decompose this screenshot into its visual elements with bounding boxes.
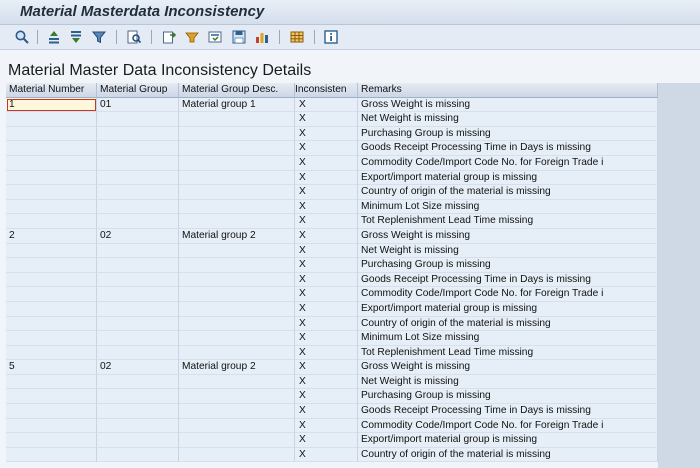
material-number-cell[interactable] [6, 331, 97, 346]
material-group-cell[interactable] [97, 404, 179, 419]
table-row[interactable] [6, 98, 658, 113]
inconsistent-cell[interactable] [295, 287, 358, 302]
material-number-cell[interactable] [6, 214, 97, 229]
material-group-cell[interactable] [97, 200, 179, 215]
inconsistent-flag: X [299, 302, 306, 314]
material-group-desc-cell[interactable] [179, 171, 295, 186]
remarks-cell[interactable]: Commodity Code/Import Code No. for Foreign Trade i [358, 419, 658, 434]
toolbar-separator [116, 30, 117, 44]
material-number-cell[interactable] [6, 375, 97, 390]
table-row[interactable] [6, 200, 658, 215]
material-number-cell[interactable] [6, 317, 97, 332]
material-group-desc-cell[interactable] [179, 141, 295, 156]
inconsistent-flag: X [299, 361, 306, 373]
material-number-cell[interactable] [6, 433, 97, 448]
table-row[interactable] [6, 214, 658, 229]
inconsistent-cell[interactable] [295, 200, 358, 215]
material-group-desc-cell[interactable] [179, 419, 295, 434]
table-row[interactable] [6, 156, 658, 171]
inconsistent-cell[interactable] [295, 331, 358, 346]
inconsistent-flag: X [299, 405, 306, 417]
remarks-cell[interactable]: Tot Replenishment Lead Time missing [358, 214, 658, 229]
toolbar-separator [279, 30, 280, 44]
filter-icon[interactable] [90, 28, 108, 46]
window-title: Material Masterdata Inconsistency [20, 3, 265, 20]
material-group-cell[interactable] [97, 346, 179, 361]
inconsistent-flag: X [299, 215, 306, 227]
inconsistent-flag: X [299, 434, 306, 446]
inconsistent-flag: X [299, 419, 306, 431]
inconsistency-grid [6, 83, 658, 462]
table-row[interactable] [6, 331, 658, 346]
inconsistent-cell[interactable] [295, 273, 358, 288]
select-layout-icon[interactable] [206, 28, 224, 46]
table-row[interactable] [6, 229, 658, 244]
change-layout-icon[interactable] [183, 28, 201, 46]
material-group-cell[interactable] [97, 171, 179, 186]
table-row[interactable] [6, 404, 658, 419]
inconsistent-cell[interactable] [295, 389, 358, 404]
material-group-cell[interactable] [97, 419, 179, 434]
inconsistent-flag: X [299, 171, 306, 183]
material-group-desc-cell[interactable] [179, 317, 295, 332]
remarks-cell[interactable]: Gross Weight is missing [358, 98, 658, 113]
table-row[interactable] [6, 448, 658, 463]
material-group-cell[interactable] [97, 112, 179, 127]
inconsistent-flag: X [299, 200, 306, 212]
material-group-cell[interactable] [97, 127, 179, 142]
material-group-cell[interactable] [97, 317, 179, 332]
material-group-desc-cell[interactable]: Material group 1 [179, 98, 295, 113]
inconsistent-cell[interactable] [295, 112, 358, 127]
material-group-desc-cell[interactable] [179, 112, 295, 127]
remarks-cell[interactable]: Minimum Lot Size missing [358, 331, 658, 346]
material-number-cell[interactable] [6, 185, 97, 200]
column-header-material-group[interactable]: Material Group [97, 83, 179, 98]
inconsistent-flag: X [299, 375, 306, 387]
material-group-cell[interactable] [97, 244, 179, 259]
remarks-cell[interactable]: Purchasing Group is missing [358, 258, 658, 273]
table-row[interactable] [6, 273, 658, 288]
material-group-desc-cell[interactable] [179, 200, 295, 215]
inconsistent-cell[interactable] [295, 433, 358, 448]
table-row[interactable] [6, 360, 658, 375]
material-group-cell[interactable] [97, 375, 179, 390]
toolbar-separator [37, 30, 38, 44]
inconsistent-cell[interactable] [295, 229, 358, 244]
detail-icon[interactable] [13, 28, 31, 46]
table-row[interactable] [6, 185, 658, 200]
inconsistent-flag: X [299, 346, 306, 358]
material-number-cell[interactable] [6, 287, 97, 302]
remarks-cell[interactable]: Net Weight is missing [358, 244, 658, 259]
table-row[interactable] [6, 127, 658, 142]
inconsistent-flag: X [299, 448, 306, 460]
material-group-cell[interactable] [97, 389, 179, 404]
remarks-cell[interactable]: Purchasing Group is missing [358, 389, 658, 404]
grid-right-pane [658, 83, 700, 468]
inconsistent-flag: X [299, 156, 306, 168]
material-group-desc-cell[interactable] [179, 331, 295, 346]
material-group-cell[interactable] [97, 302, 179, 317]
remarks-cell[interactable]: Export/import material group is missing [358, 433, 658, 448]
sort-ascending-icon[interactable] [45, 28, 63, 46]
inconsistent-cell[interactable] [295, 375, 358, 390]
inconsistent-flag: X [299, 288, 306, 300]
sort-descending-icon[interactable] [67, 28, 85, 46]
material-number-cell[interactable] [6, 200, 97, 215]
application-toolbar [0, 25, 700, 50]
inconsistent-cell[interactable] [295, 156, 358, 171]
inconsistent-cell[interactable] [295, 214, 358, 229]
remarks-cell[interactable]: Export/import material group is missing [358, 302, 658, 317]
inconsistent-cell[interactable] [295, 258, 358, 273]
table-row[interactable] [6, 346, 658, 361]
material-group-desc-cell[interactable]: Material group 2 [179, 360, 295, 375]
inconsistent-flag: X [299, 332, 306, 344]
material-number-cell[interactable] [6, 448, 97, 463]
inconsistent-flag: X [299, 229, 306, 241]
remarks-cell[interactable]: Net Weight is missing [358, 112, 658, 127]
remarks-cell[interactable]: Gross Weight is missing [358, 360, 658, 375]
report-heading: Material Master Data Inconsistency Details [8, 62, 312, 79]
inconsistent-cell[interactable] [295, 317, 358, 332]
remarks-cell[interactable]: Tot Replenishment Lead Time missing [358, 346, 658, 361]
material-group-cell[interactable] [97, 156, 179, 171]
material-group-cell[interactable] [97, 273, 179, 288]
inconsistent-flag: X [299, 98, 306, 110]
material-group-desc-cell[interactable] [179, 273, 295, 288]
column-header-material-group-desc[interactable]: Material Group Desc. [179, 83, 295, 98]
material-group-desc-cell[interactable] [179, 258, 295, 273]
material-group-desc-cell[interactable] [179, 375, 295, 390]
inconsistent-flag: X [299, 142, 306, 154]
inconsistent-flag: X [299, 113, 306, 125]
material-group-desc-cell[interactable] [179, 302, 295, 317]
remarks-cell[interactable]: Goods Receipt Processing Time in Days is missing [358, 404, 658, 419]
material-number-cell[interactable] [6, 244, 97, 259]
material-group-desc-cell[interactable] [179, 244, 295, 259]
save-layout-icon[interactable] [230, 28, 248, 46]
remarks-cell[interactable]: Goods Receipt Processing Time in Days is missing [358, 141, 658, 156]
material-number-cell[interactable] [6, 404, 97, 419]
toolbar-separator [151, 30, 152, 44]
material-number-cell[interactable] [6, 171, 97, 186]
material-group-desc-cell[interactable] [179, 156, 295, 171]
inconsistent-cell[interactable] [295, 141, 358, 156]
material-group-cell[interactable] [97, 287, 179, 302]
table-row[interactable] [6, 244, 658, 259]
material-group-desc-cell[interactable] [179, 433, 295, 448]
material-group-desc-cell[interactable] [179, 448, 295, 463]
material-group-cell[interactable] [97, 185, 179, 200]
remarks-cell[interactable]: Commodity Code/Import Code No. for Foreign Trade i [358, 287, 658, 302]
column-header-material-number[interactable]: Material Number [6, 83, 97, 98]
table-row[interactable] [6, 317, 658, 332]
inconsistent-cell[interactable] [295, 419, 358, 434]
inconsistent-cell[interactable] [295, 360, 358, 375]
material-number-cell[interactable] [6, 346, 97, 361]
material-group-desc-cell[interactable] [179, 127, 295, 142]
column-header-remarks[interactable]: Remarks [358, 83, 658, 98]
material-number-cell[interactable] [6, 141, 97, 156]
material-group-desc-cell[interactable] [179, 214, 295, 229]
material-group-desc-cell[interactable] [179, 287, 295, 302]
column-header-inconsistent[interactable]: Inconsisten [295, 83, 358, 98]
grid-header [6, 83, 658, 98]
material-group-cell[interactable] [97, 214, 179, 229]
table-row[interactable] [6, 375, 658, 390]
material-group-cell[interactable] [97, 141, 179, 156]
table-row[interactable] [6, 389, 658, 404]
table-row[interactable] [6, 433, 658, 448]
remarks-cell[interactable]: Gross Weight is missing [358, 229, 658, 244]
table-row[interactable] [6, 419, 658, 434]
material-group-desc-cell[interactable] [179, 346, 295, 361]
material-group-cell[interactable] [97, 433, 179, 448]
toolbar-separator [314, 30, 315, 44]
material-group-desc-cell[interactable]: Material group 2 [179, 229, 295, 244]
inconsistent-cell[interactable] [295, 404, 358, 419]
table-row[interactable] [6, 141, 658, 156]
inconsistent-cell[interactable] [295, 244, 358, 259]
inconsistent-cell[interactable] [295, 448, 358, 463]
remarks-cell[interactable]: Minimum Lot Size missing [358, 200, 658, 215]
inconsistent-flag: X [299, 390, 306, 402]
remarks-cell[interactable]: Commodity Code/Import Code No. for Foreign Trade i [358, 156, 658, 171]
export-icon[interactable] [160, 28, 178, 46]
spreadsheet-icon[interactable] [288, 28, 306, 46]
remarks-cell[interactable]: Country of origin of the material is missing [358, 448, 658, 463]
inconsistent-cell[interactable] [295, 185, 358, 200]
remarks-cell[interactable]: Export/import material group is missing [358, 171, 658, 186]
title-bar [0, 0, 700, 25]
find-icon[interactable] [125, 28, 143, 46]
material-number-cell[interactable] [6, 273, 97, 288]
material-number-cell[interactable] [6, 156, 97, 171]
material-number-cell[interactable] [6, 419, 97, 434]
material-group-desc-cell[interactable] [179, 404, 295, 419]
material-group-desc-cell[interactable] [179, 389, 295, 404]
graphic-icon[interactable] [253, 28, 271, 46]
inconsistent-flag: X [299, 317, 306, 329]
inconsistent-flag: X [299, 244, 306, 256]
material-number-cell[interactable]: 2 [6, 229, 97, 244]
remarks-cell[interactable]: Country of origin of the material is missing [358, 317, 658, 332]
inconsistent-cell[interactable] [295, 171, 358, 186]
inconsistent-cell[interactable] [295, 127, 358, 142]
material-group-desc-cell[interactable] [179, 185, 295, 200]
material-number-cell[interactable]: 5 [6, 360, 97, 375]
material-group-cell[interactable] [97, 331, 179, 346]
remarks-cell[interactable]: Purchasing Group is missing [358, 127, 658, 142]
information-icon[interactable] [322, 28, 340, 46]
material-group-cell[interactable]: 02 [97, 360, 179, 375]
table-row[interactable] [6, 171, 658, 186]
material-group-cell[interactable] [97, 258, 179, 273]
inconsistent-flag: X [299, 186, 306, 198]
table-row[interactable] [6, 258, 658, 273]
material-number-cell[interactable] [6, 389, 97, 404]
remarks-cell[interactable]: Net Weight is missing [358, 375, 658, 390]
remarks-cell[interactable]: Country of origin of the material is missing [358, 185, 658, 200]
inconsistent-cell[interactable] [295, 302, 358, 317]
material-number-cell[interactable] [6, 112, 97, 127]
table-row[interactable] [6, 302, 658, 317]
material-number-cell[interactable] [6, 127, 97, 142]
inconsistent-cell[interactable] [295, 98, 358, 113]
material-number-cell[interactable]: 1 [6, 98, 97, 113]
remarks-cell[interactable]: Goods Receipt Processing Time in Days is missing [358, 273, 658, 288]
inconsistent-cell[interactable] [295, 346, 358, 361]
table-row[interactable] [6, 287, 658, 302]
material-group-cell[interactable]: 02 [97, 229, 179, 244]
material-number-cell[interactable] [6, 258, 97, 273]
material-group-cell[interactable] [97, 448, 179, 463]
table-row[interactable] [6, 112, 658, 127]
material-number-cell[interactable] [6, 302, 97, 317]
inconsistent-flag: X [299, 259, 306, 271]
report-area [0, 50, 700, 468]
inconsistent-flag: X [299, 127, 306, 139]
inconsistent-flag: X [299, 273, 306, 285]
material-group-cell[interactable]: 01 [97, 98, 179, 113]
